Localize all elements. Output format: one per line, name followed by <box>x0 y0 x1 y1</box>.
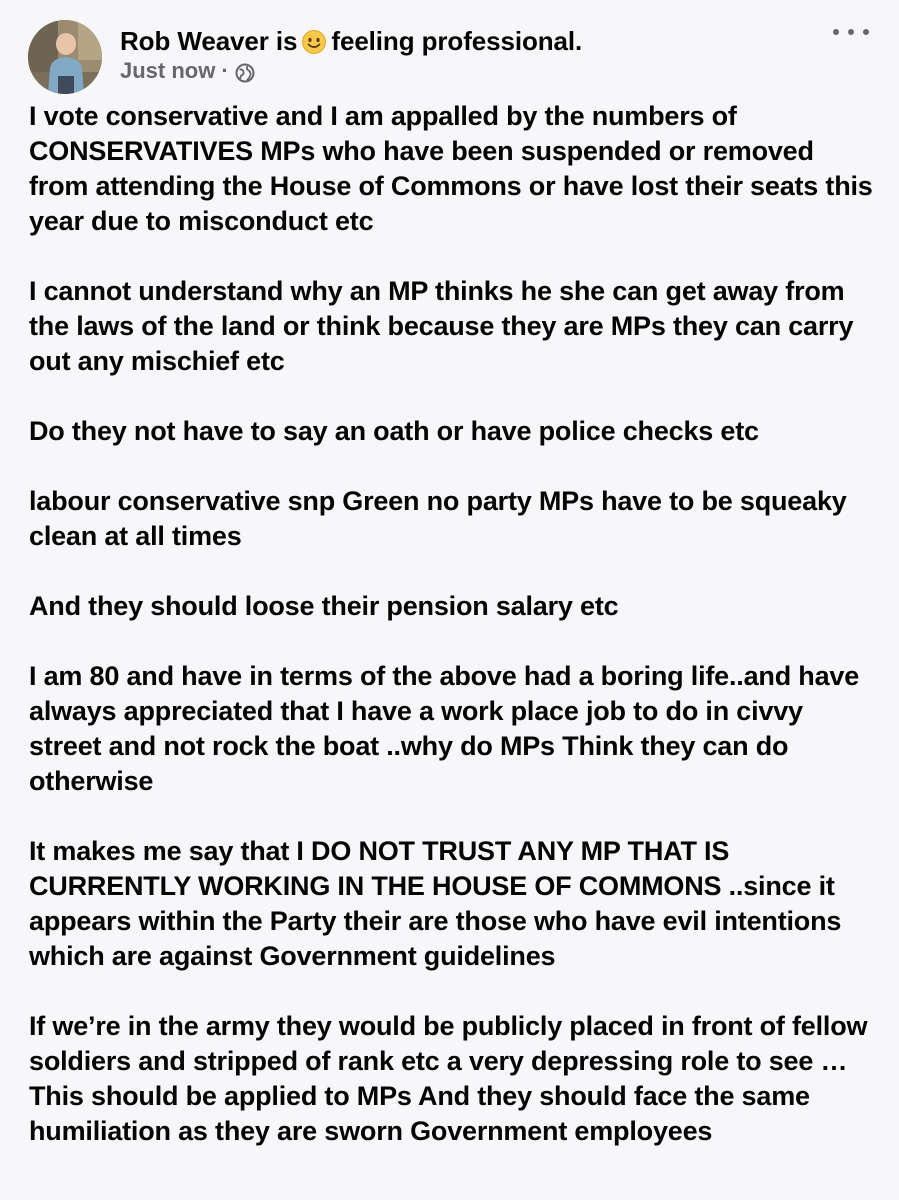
avatar[interactable] <box>28 20 102 94</box>
feeling-activity[interactable]: feeling professional. <box>331 26 583 56</box>
globe-icon[interactable] <box>235 61 255 81</box>
post-paragraph: labour conservative snp Green no party MPs have to be squeaky clean at all times <box>29 486 847 551</box>
meta-separator: · <box>221 58 229 83</box>
post-paragraph: Do they not have to say an oath or have police checks etc <box>29 416 759 446</box>
more-options-button[interactable] <box>833 22 869 42</box>
dot-icon <box>833 29 839 35</box>
post-paragraph: It makes me say that I DO NOT TRUST ANY MP THAT IS CURRENTLY WORKING IN THE HOUSE OF COMMONS ..since it appears within the Party their are those who have evil intentions which are against Government guidelines <box>29 836 842 971</box>
post-paragraph: I cannot understand why an MP thinks he she can get away from the laws of the land or think because they are MPs they can carry out any mischief etc <box>29 276 854 376</box>
post-paragraph: I vote conservative and I am appalled by the numbers of CONSERVATIVES MPs who have been suspended or removed from attending the House of Commons or have lost their seats this year due to misconduct etc <box>29 101 873 236</box>
slightly-smiling-face-emoji-icon <box>301 29 327 55</box>
post-paragraph: If we’re in the army they would be publicly placed in front of fellow soldiers and stripped of rank etc a very depressing role to see …This should be applied to MPs And they should face the same humiliation as they are sworn Government employees <box>29 1011 868 1146</box>
post-body <box>29 99 879 1184</box>
header-text <box>120 24 582 86</box>
post-paragraph: I am 80 and have in terms of the above had a boring life..and have always appreciated that I have a work place job to do in civvy street and not rock the boat ..why do MPs Think they can do otherwise <box>29 661 860 796</box>
post-header <box>28 20 879 90</box>
post-meta <box>120 56 582 86</box>
post-paragraph: And they should loose their pension salary etc <box>29 591 619 621</box>
timestamp[interactable]: Just now <box>120 58 216 83</box>
header-title <box>120 24 582 58</box>
author-name[interactable]: Rob Weaver <box>120 26 269 56</box>
dot-icon <box>848 29 854 35</box>
is-word: is <box>275 26 298 56</box>
dot-icon <box>863 29 869 35</box>
